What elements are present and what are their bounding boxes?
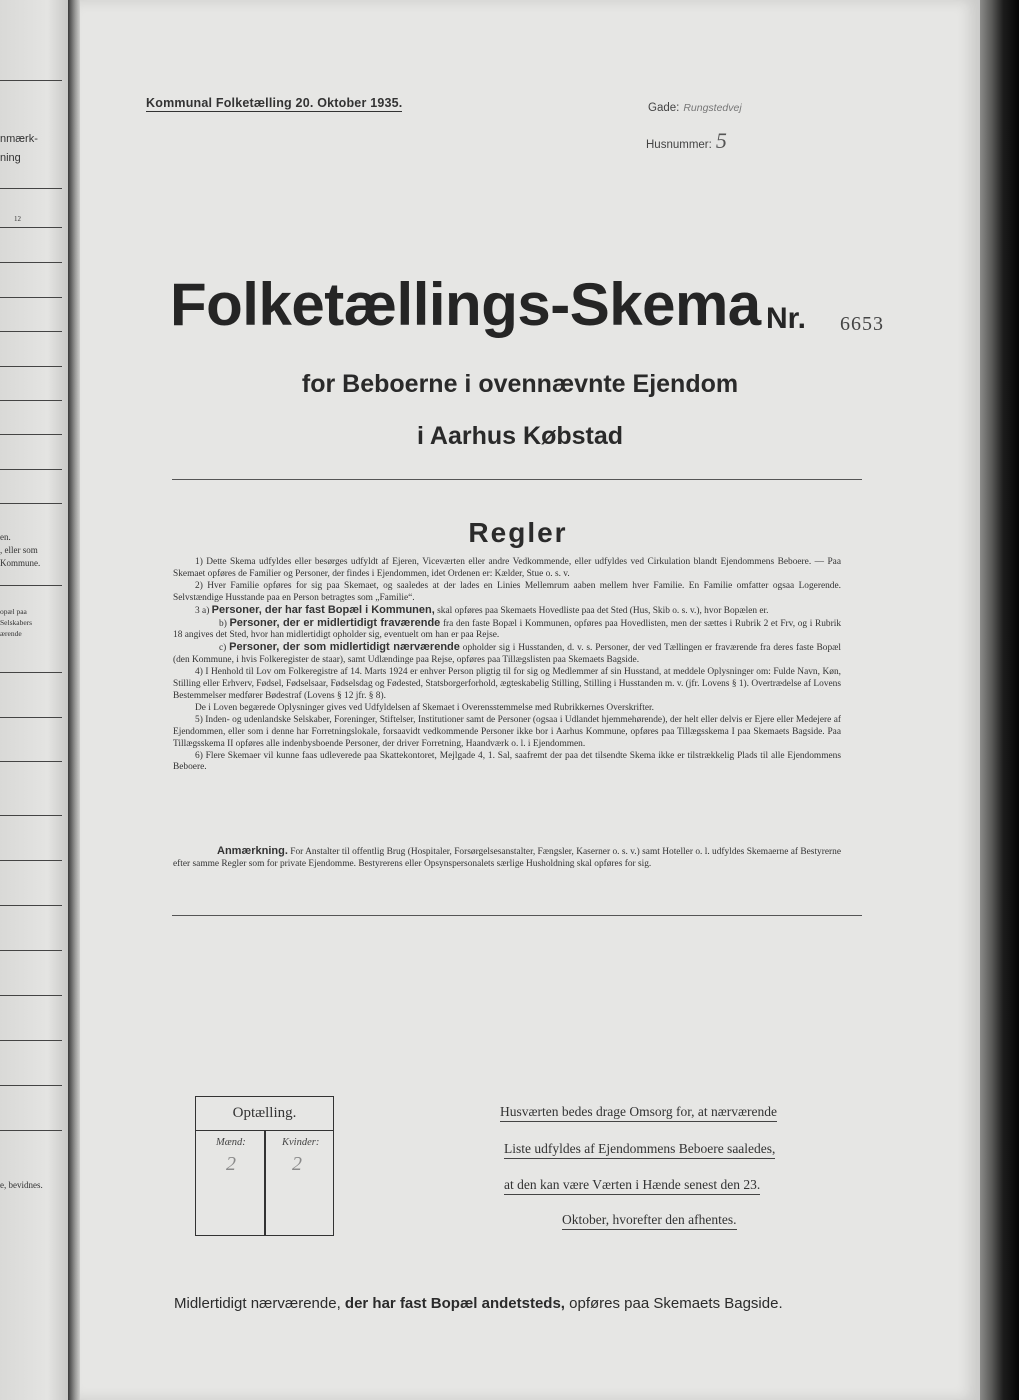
left-page-rule bbox=[0, 434, 62, 435]
left-page-rule bbox=[0, 1040, 62, 1041]
form-subtitle: i Aarhus Købstad bbox=[416, 422, 624, 450]
left-page-fragment: ning bbox=[0, 152, 21, 164]
rule-paragraph: 6) Flere Skemaer vil kunne faas udleverede paa Skattekontoret, Mejlgade 4, 1. Sal, saafremt der paa det tilsendte Skema ikke er tilstrækkelig Plads til alle Ejendommens Beboere. bbox=[173, 750, 841, 773]
landlord-notice-line: at den kan være Værten i Hænde senest den 23. bbox=[504, 1177, 760, 1195]
left-page-rule bbox=[0, 995, 62, 996]
section-divider bbox=[172, 479, 862, 480]
street-value: Rungstedvej bbox=[683, 102, 742, 114]
count-box-title: Optælling. bbox=[196, 1097, 333, 1131]
note-text bbox=[173, 846, 841, 871]
rules-heading: Regler bbox=[468, 517, 568, 548]
book-gutter bbox=[68, 0, 80, 1400]
left-page-fragment: ærende bbox=[0, 629, 22, 638]
left-page-rule bbox=[0, 815, 62, 816]
left-page-rule bbox=[0, 860, 62, 861]
left-page-rule bbox=[0, 227, 62, 228]
women-label: Kvinder: bbox=[282, 1137, 320, 1148]
note-content: For Anstalter til offentlig Brug (Hospitaler, Forsørgelsesanstalter, Fængsler, Kaserner o. s. v.) samt Hoteller o. l. udfyldes Skemaerne af Bestyrerne efter samme Regler som for private Ejendomme. Bestyrerens eller Opsynspersonalets særlige Husholdning skal opføres for sig. bbox=[173, 847, 841, 869]
men-label: Mænd: bbox=[216, 1137, 246, 1148]
left-page-fragment: Kommune. bbox=[0, 558, 41, 568]
left-page-rule bbox=[0, 331, 62, 332]
left-page-rule bbox=[0, 672, 62, 673]
left-page-rule bbox=[0, 950, 62, 951]
form-title: Folketællings-Skema bbox=[170, 271, 761, 338]
left-page-rule bbox=[0, 262, 62, 263]
left-page-rule bbox=[0, 503, 62, 504]
left-page-fragment: opæl paa bbox=[0, 607, 27, 616]
street-field bbox=[648, 98, 742, 116]
rule-paragraph: 1) Dette Skema udfyldes eller besørges udfyldt af Ejeren, Viceværten eller andre Vedkommende, eller udfyldes ved Cirkulation blandt Ejendommens Beboere. — Paa Skemaet opføres de Familier og Personer, der findes i Ejendommen, idet Ordenen er: Kælder, Stue o. s. v. bbox=[173, 557, 841, 579]
women-count: 2 bbox=[292, 1153, 302, 1175]
census-form-page bbox=[80, 0, 980, 1400]
left-page-rule bbox=[0, 905, 62, 906]
footer-note: Midlertidigt nærværende, der har fast Bopæl andetsteds, opføres paa Skemaets Bagside. bbox=[174, 1295, 783, 1312]
rules-text bbox=[173, 557, 841, 774]
left-page-sliver bbox=[0, 0, 68, 1400]
rule-paragraph: 4) I Henhold til Lov om Folkeregistre af 14. Marts 1924 er enhver Person pligtig til for sig og Medlemmer af sin Husstand, at meddele Oplysninger om: Fulde Navn, Køn, Stilling eller Erhverv, Fødsel, Fødselsaar, Fødselsdag og Fødested, Statsborgerforhold, ægteskabelig Stilling, Stilling i Husstanden m. v. (jfr. Lovens § 1). Overtrædelse af Lovens Bestemmelser medfører Bødestraf (Lovens § 12 jfr. § 8). bbox=[173, 667, 841, 701]
house-number-value: 5 bbox=[715, 128, 727, 153]
form-number-label: Nr. bbox=[766, 302, 807, 335]
rule-paragraph: 5) Inden- og udenlandske Selskaber, Foreninger, Stiftelser, Institutioner samt de Personer (ogsaa i Udlandet hjemmehørende), der helt eller delvis er Ejere eller Medejere af Ejendommen, eller som i denne har Forretningslokale, forsaavidt vedkommende Personer ikke bor i Aarhus Kommune, opføres paa Tillægsskema I paa Skemaets Bagside. Paa Tillægsskema II opføres alle indenbysboende Personer, der driver Forretning, Haandværk o. l. i Ejendommen. bbox=[173, 714, 841, 749]
left-page-fragment: , eller som bbox=[0, 545, 38, 555]
form-number-value: 6653 bbox=[840, 313, 884, 335]
form-subtitle: for Beboerne i ovennævnte Ejendom bbox=[301, 370, 739, 398]
left-page-rule bbox=[0, 761, 62, 762]
census-header: Kommunal Folketælling 20. Oktober 1935. bbox=[146, 96, 403, 110]
rule-paragraph: 2) Hver Familie opføres for sig paa Skemaet, og saaledes at der lades en Linies Mellemrum aaben mellem hver Familie. En Familie omfatter ogsaa Logerende. Selvstændige Husstande paa en Person betragtes som „Familie“. bbox=[173, 580, 841, 603]
street-label: Gade: bbox=[648, 102, 680, 114]
left-page-fragment: en. bbox=[0, 532, 11, 542]
left-page-fragment: Selskabers bbox=[0, 618, 33, 627]
rule-paragraph: c) Personer, der som midlertidigt nærværende opholder sig i Husstanden, d. v. s. Personer, der ved Tællingen er fraværende fra deres faste Bopæl (den Kommune, i hvis Folkeregister de staar), samt Udlændinge paa Rejse, opføres paa Tillægslisten paa Skemaets Bagside. bbox=[173, 641, 842, 666]
left-page-rule bbox=[0, 469, 62, 470]
left-page-fragment: 12 bbox=[14, 215, 21, 223]
rule-paragraph: De i Loven begærede Oplysninger gives ved Udfyldelsen af Skemaet i Overensstemmelse med Rubrikkernes Overskrifter. bbox=[195, 702, 654, 713]
left-page-rule bbox=[0, 297, 62, 298]
left-page-fragment: e, bevidnes. bbox=[0, 1180, 43, 1190]
landlord-notice-line: Liste udfyldes af Ejendommens Beboere saaledes, bbox=[504, 1141, 775, 1159]
left-page-rule bbox=[0, 1130, 62, 1131]
left-page-rule bbox=[0, 1085, 62, 1086]
rule-paragraph: b) Personer, der er midlertidigt fraværende fra den faste Bopæl i Kommunen, opføres paa Hovedlisten, men der sættes i Rubrik 2 et Frv, og i Rubrik 18 angives det Sted, hvor han midlertidigt opholder sig, eventuelt om han er paa Rejse. bbox=[173, 616, 842, 641]
left-page-rule bbox=[0, 188, 62, 189]
house-number-field bbox=[646, 128, 727, 154]
section-divider bbox=[172, 915, 862, 916]
note-label: Anmærkning. bbox=[217, 845, 288, 857]
landlord-notice-line: Husværten bedes drage Omsorg for, at nærværende bbox=[500, 1104, 777, 1122]
book-page-edge bbox=[980, 0, 1019, 1400]
left-page-fragment: nmærk- bbox=[0, 133, 38, 145]
left-page-rule bbox=[0, 366, 62, 367]
count-box-divider bbox=[264, 1130, 266, 1235]
left-page-rule bbox=[0, 717, 62, 718]
landlord-notice-line: Oktober, hvorefter den afhentes. bbox=[562, 1212, 737, 1230]
count-box bbox=[195, 1096, 334, 1236]
house-number-label: Husnummer: bbox=[646, 139, 712, 151]
left-page-rule bbox=[0, 80, 62, 81]
left-page-rule bbox=[0, 585, 62, 586]
left-page-rule bbox=[0, 400, 62, 401]
rule-paragraph: 3 a) Personer, der har fast Bopæl i Kommunen, skal opføres paa Skemaets Hovedliste paa det Sted (Hus, Skib o. s. v.), hvor Bopælen er. bbox=[195, 603, 769, 616]
men-count: 2 bbox=[226, 1153, 236, 1175]
